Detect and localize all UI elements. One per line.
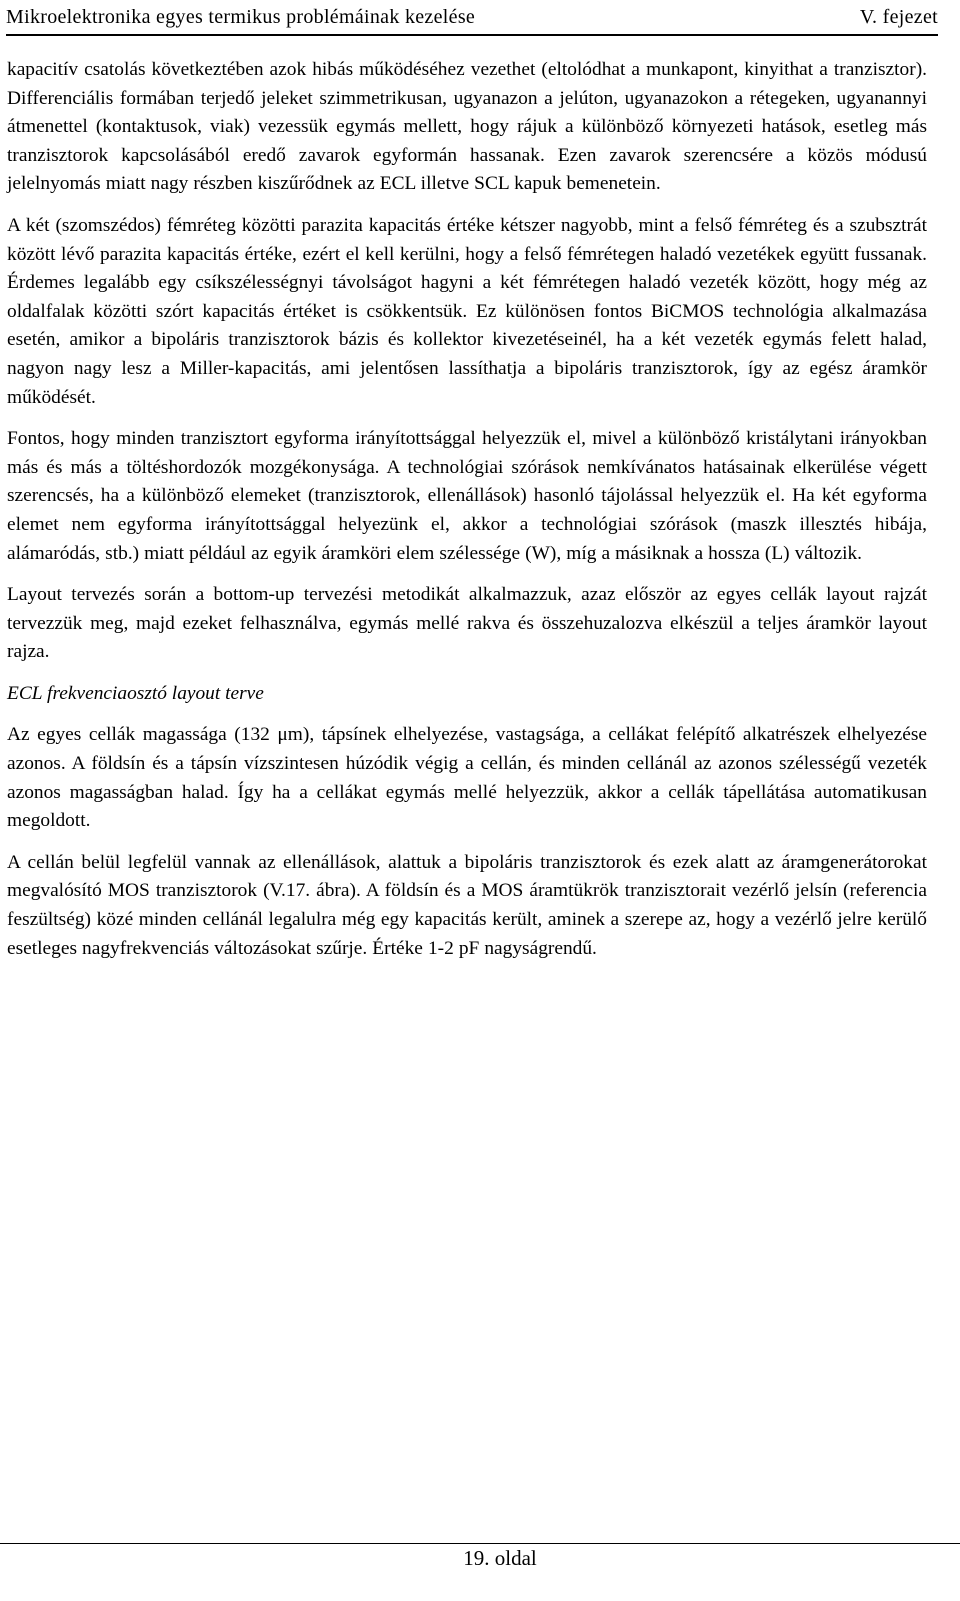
- page-content: [7, 56, 927, 963]
- header-chapter: V. fejezet: [859, 5, 938, 28]
- page-number: 19. oldal: [463, 1546, 537, 1570]
- header-title: Mikroelektronika egyes termikus problémáinak kezelése: [6, 5, 476, 28]
- paragraph-3: Fontos, hogy minden tranzisztort egyforma irányítottsággal helyezzük el, mivel a különböző kristálytani irányokban más és más a töltéshordozók mozgékonysága. A technológiai szórások nemkívánatos hatásainak elkerülése végett szerencsés, ha a különböző elemeket (tranzisztorok, ellenállások) hasonló tájolással helyezzük el. Ha két egyforma elemet nem egyforma irányítottsággal helyezünk el, akkor a technológiai szórások (maszk illesztés hibája, alámaródás, stb.) miatt például az egyik áramköri elem szélessége (W), míg a másiknak a hossza (L) változik.: [7, 428, 927, 564]
- section-subheading: ECL frekvenciaosztó layout terve: [7, 682, 264, 704]
- paragraph-5: Az egyes cellák magassága (132 μm), tápsínek elhelyezése, vastagsága, a cellákat felépítő alkatrészek elhelyezése azonos. A földsín és a tápsín vízszintesen húzódik végig a cellán, és minden cellánál az azonos szélességű vezeték azonos magasságban halad. Így ha a cellákat egymás mellé helyezzük, akkor a cellák tápellátása automatikusan megoldott.: [7, 724, 927, 832]
- paragraph-2: A két (szomszédos) fémréteg közötti parazita kapacitás értéke kétszer nagyobb, mint a felső fémréteg és a szubsztrát között lévő parazita kapacitás értéke, ezért el kell kerülni, hogy a felső fémrétegen haladó vezetékek együtt fussanak. Érdemes legalább egy csíkszélességnyi távolságot hagyni a két fémrétegen haladó vezeték között, hogy még az oldalfalak közötti szórt kapacitás értéket is csökkentsük. Ez különösen fontos BiCMOS technológia alkalmazása esetén, amikor a bipoláris tranzisztorok bázis és kollektor kivezetéseinél, ha a két vezeték egymás felett halad, nagyon nagy lesz a Miller-kapacitás, ami jelentősen lassíthatja a bipoláris tranzisztorok, így az egész áramkör működését.: [7, 214, 927, 408]
- page-footer: [0, 1543, 960, 1571]
- paragraph-6: A cellán belül legfelül vannak az ellenállások, alattuk a bipoláris tranzisztorok és ezek alatt az áramgenerátorokat megvalósító MOS tranzisztorok (V.17. ábra). A földsín és a MOS áramtükrök tranzisztorait vezérlő jelsín (referencia feszültség) közé minden cellánál legalulra még egy kapacitás került, aminek a szerepe az, hogy a vezérlő jelre kerülő esetleges nagyfrekvenciás változásokat szűrje. Értéke 1-2 pF nagyságrendű.: [7, 851, 927, 959]
- paragraph-4: Layout tervezés során a bottom-up tervezési metodikát alkalmazzuk, azaz először az egyes cellák layout rajzát tervezzük meg, majd ezeket felhasználva, egymás mellé rakva és összehuzalozva elkészül a teljes áramkör layout rajza.: [7, 584, 927, 663]
- paragraph-1: kapacitív csatolás következtében azok hibás működéséhez vezethet (eltolódhat a munkapont, kinyithat a tranzisztor). Differenciális formában terjedő jeleket szimmetrikusan, ugyanazon a jelúton, ugyanazokon a rétegeken, ugyanannyi átmenettel (kontaktusok, viak) vezessük egymás mellett, hogy rájuk a különböző környezeti hatások, esetleg más tranzisztorok kapcsolásából eredő zavarok egyformán hassanak. Ezen zavarok szerencsére a közös módusú jelelnyomás miatt nagy részben kiszűrődnek az ECL illetve SCL kapuk bemenetein.: [7, 59, 927, 195]
- page-header: [6, 0, 938, 36]
